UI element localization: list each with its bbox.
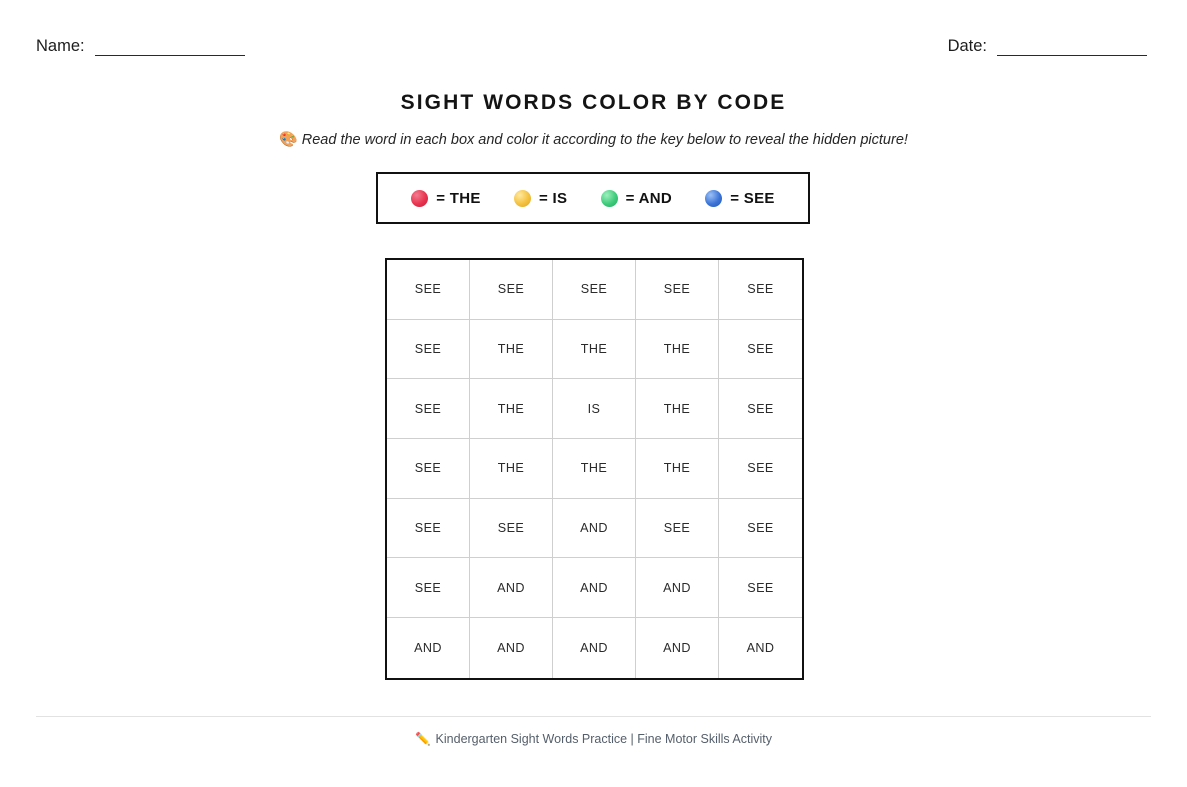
blue-dot-icon (705, 190, 722, 207)
legend-item-and (601, 190, 672, 207)
grid-cell[interactable]: THE (636, 320, 719, 380)
legend-item-the (411, 190, 480, 207)
grid-cell[interactable]: THE (470, 439, 553, 499)
yellow-dot-icon (514, 190, 531, 207)
date-label: Date: (947, 37, 987, 55)
date-input-line[interactable] (997, 37, 1147, 56)
grid-cell[interactable]: THE (636, 379, 719, 439)
grid-cell[interactable]: AND (470, 618, 553, 678)
grid-cell[interactable]: THE (553, 320, 636, 380)
grid-row (387, 499, 802, 559)
grid-cell[interactable]: SEE (719, 499, 802, 559)
grid-row (387, 320, 802, 380)
grid-cell[interactable]: AND (470, 558, 553, 618)
grid-cell[interactable]: SEE (553, 260, 636, 320)
grid-cell[interactable]: SEE (387, 499, 470, 559)
worksheet-header (0, 36, 1187, 66)
legend-item-is (514, 190, 567, 207)
grid-cell[interactable]: THE (553, 439, 636, 499)
grid-cell[interactable]: AND (746, 640, 775, 655)
legend-label-the: = THE (436, 189, 481, 207)
page-title: SIGHT WORDS COLOR BY CODE (400, 91, 787, 114)
grid-cell[interactable]: THE (636, 439, 719, 499)
grid-cell[interactable]: AND (636, 618, 719, 678)
footer-divider (36, 716, 1151, 717)
color-by-code-grid (385, 258, 804, 680)
grid-cell[interactable]: THE (470, 379, 553, 439)
grid-row (387, 260, 802, 320)
grid-row (387, 558, 802, 618)
footer-note (0, 732, 1187, 747)
legend-item-see (705, 190, 774, 207)
grid-cell[interactable]: SEE (719, 379, 802, 439)
grid-cell[interactable]: SEE (636, 260, 719, 320)
grid-cell[interactable]: SEE (470, 499, 553, 559)
grid-cell[interactable]: SEE (387, 558, 470, 618)
grid-cell[interactable]: SEE (719, 439, 802, 499)
grid-cell[interactable]: SEE (470, 260, 553, 320)
grid-cell[interactable]: SEE (719, 320, 802, 380)
footer-text: Kindergarten Sight Words Practice | Fine Motor Skills Activity (435, 732, 773, 746)
grid-cell[interactable]: SEE (387, 379, 470, 439)
grid-cell[interactable]: SEE (636, 499, 719, 559)
grid-cell[interactable]: AND (553, 558, 636, 618)
grid-cell[interactable]: SEE (719, 558, 802, 618)
color-key-legend (376, 172, 810, 224)
pencil-icon: ✏️ (414, 732, 431, 746)
name-input-line[interactable] (95, 37, 245, 56)
instructions-line (0, 130, 1187, 148)
grid-cell[interactable]: SEE (719, 260, 802, 320)
red-dot-icon (411, 190, 428, 207)
grid-cell[interactable]: THE (470, 320, 553, 380)
name-field-group (36, 36, 245, 56)
grid-cell[interactable]: SEE (387, 260, 470, 320)
grid-cell[interactable]: AND (387, 618, 470, 678)
palette-icon: 🎨 (279, 131, 298, 148)
grid-row (387, 439, 802, 499)
legend-label-is: = IS (539, 189, 568, 207)
legend-label-and: = AND (625, 189, 672, 207)
grid-cell[interactable]: SEE (387, 439, 470, 499)
date-field-group (948, 36, 1147, 56)
name-label: Name: (36, 37, 85, 55)
grid-cell[interactable]: SEE (387, 320, 470, 380)
grid-cell[interactable]: IS (553, 379, 636, 439)
instructions-text: Read the word in each box and color it according to the key below to reveal the hidden picture! (301, 132, 908, 148)
grid-cell[interactable]: AND (553, 618, 636, 678)
grid-row (387, 618, 802, 678)
green-dot-icon (601, 190, 618, 207)
grid-row (387, 379, 802, 439)
grid-cell[interactable]: AND (553, 499, 636, 559)
legend-label-see: = SEE (730, 189, 775, 207)
grid-cell[interactable]: AND (636, 558, 719, 618)
